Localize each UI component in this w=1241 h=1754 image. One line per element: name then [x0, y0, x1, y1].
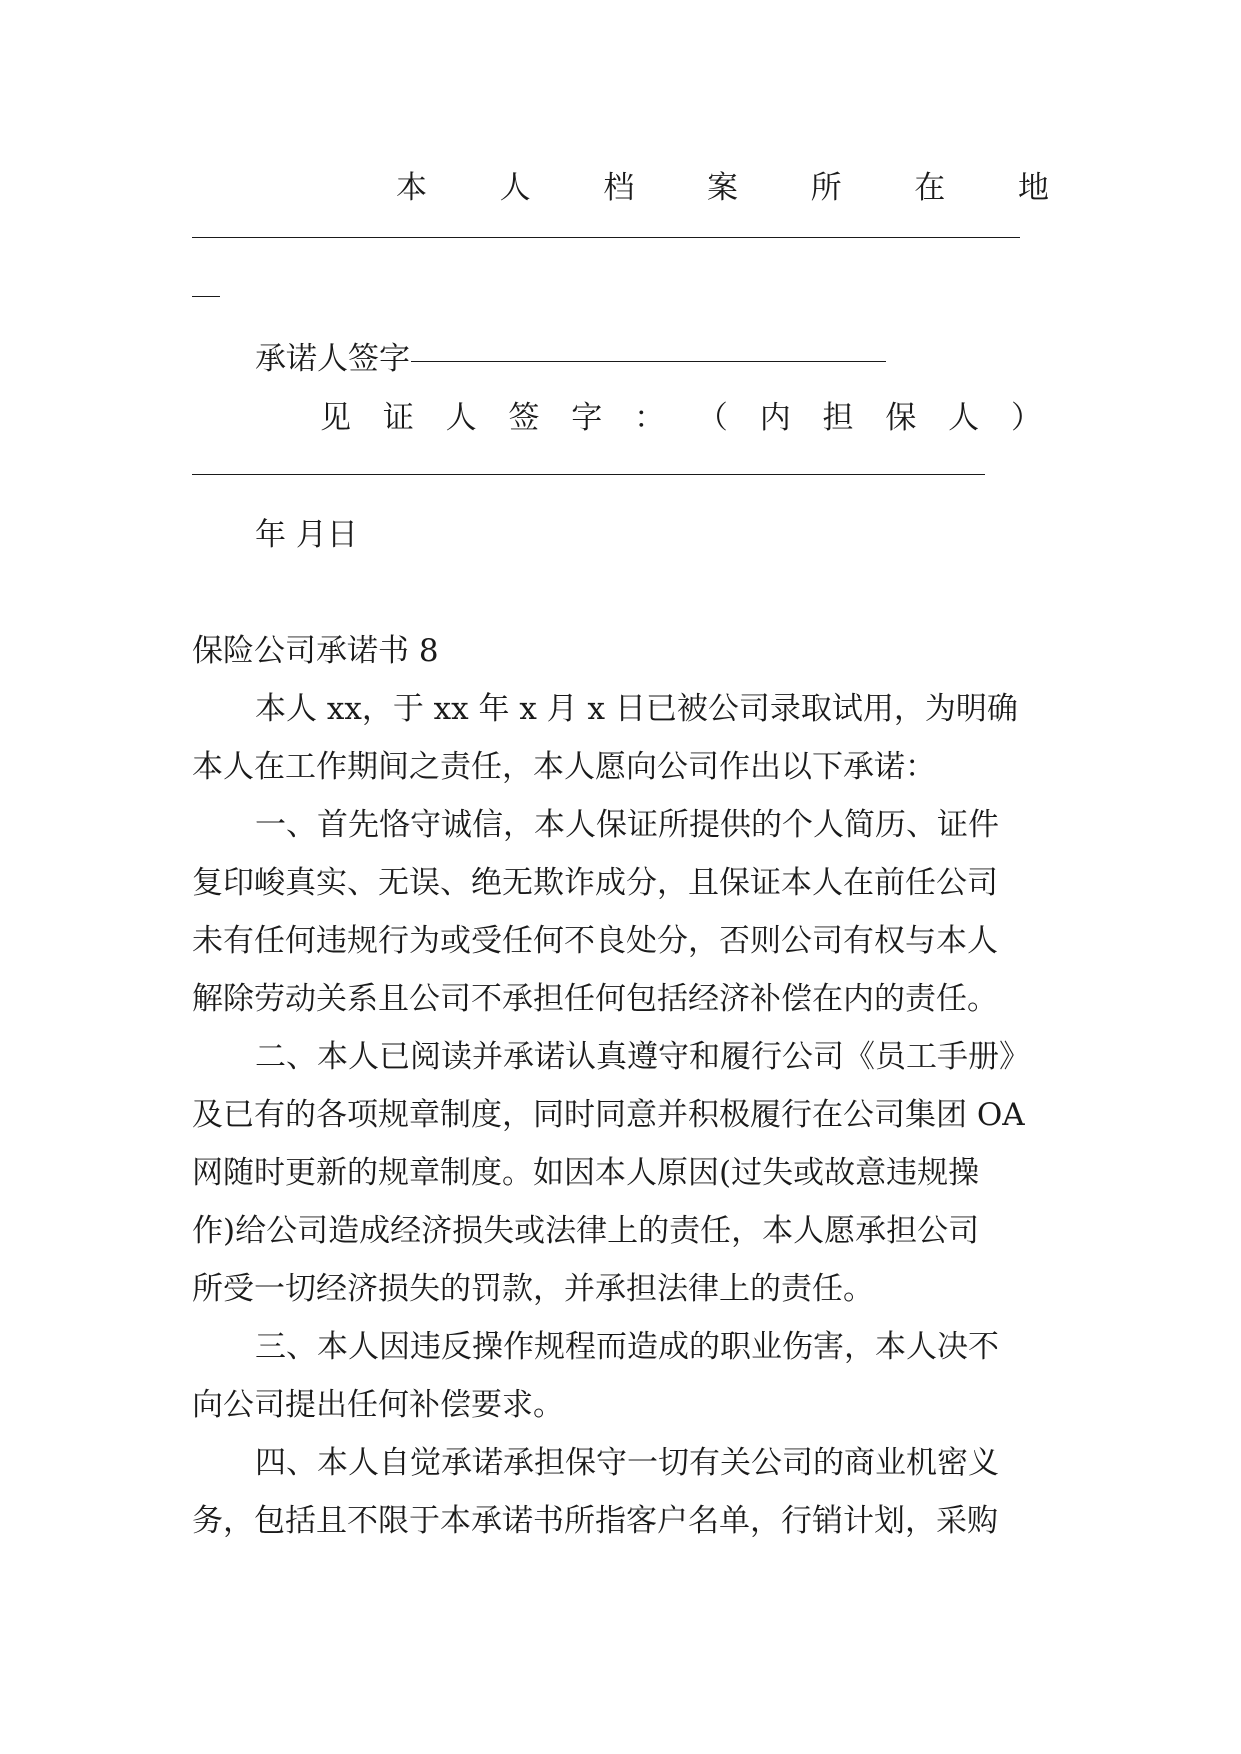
paragraph-line: 务，包括且不限于本承诺书所指客户名单，行销计划，采购 [192, 1503, 998, 1539]
paragraph-line: 解除劳动关系且公司不承担任何包括经济补偿在内的责任。 [192, 981, 998, 1017]
char: ） [1010, 400, 1042, 436]
paragraph-line: 向公司提出任何补偿要求。 [192, 1387, 564, 1423]
paragraph-line: 本人在工作期间之责任，本人愿向公司作出以下承诺： [192, 749, 936, 785]
promisor-signature-line [411, 361, 886, 362]
char: 在 [914, 170, 946, 206]
char: 档 [603, 170, 635, 206]
char: ： [634, 400, 666, 436]
document-title: 保险公司承诺书 8 [192, 633, 439, 669]
paragraph-line: 作)给公司造成经济损失或法律上的责任，本人愿承担公司 [192, 1213, 980, 1249]
paragraph-line: 二、本人已阅读并承诺认真遵守和履行公司《员工手册》 [255, 1039, 1030, 1075]
archive-location-label [396, 168, 1049, 208]
paragraph-line: 三、本人因违反操作规程而造成的职业伤害，本人决不 [255, 1329, 999, 1365]
char: 字 [571, 400, 603, 436]
witness-signature-line [192, 474, 985, 475]
char: 担 [822, 400, 854, 436]
char: 人 [445, 400, 477, 436]
char: 人 [499, 170, 531, 206]
witness-signature-label [320, 398, 1042, 438]
char: 地 [1017, 170, 1049, 206]
promisor-signature-label: 承诺人签字 [255, 341, 410, 377]
char: 见 [320, 400, 351, 436]
paragraph-line: 四、本人自觉承诺承担保守一切有关公司的商业机密义 [255, 1445, 999, 1481]
char: （ [696, 400, 728, 436]
paragraph-line: 未有任何违规行为或受任何不良处分，否则公司有权与本人 [192, 923, 998, 959]
paragraph-line: 网随时更新的规章制度。如因本人原因(过失或故意违规操 [192, 1155, 980, 1191]
paragraph-line: 本人 xx，于 xx 年 x 月 x 日已被公司录取试用，为明确 [255, 691, 1018, 727]
char: 所 [810, 170, 842, 206]
paragraph-line: 及已有的各项规章制度，同时同意并积极履行在公司集团 OA [192, 1097, 1025, 1133]
char: 保 [885, 400, 917, 436]
char: 证 [382, 400, 414, 436]
char: 内 [759, 400, 791, 436]
char: 签 [508, 400, 540, 436]
paragraph-line: 一、首先恪守诚信，本人保证所提供的个人简历、证件 [255, 807, 999, 843]
paragraph-line: 所受一切经济损失的罚款，并承担法律上的责任。 [192, 1271, 874, 1307]
archive-location-blank-line [192, 237, 1020, 238]
char: 人 [948, 400, 980, 436]
date-line: 年 月日 [255, 517, 358, 553]
paragraph-line: 复印峻真实、无误、绝无欺诈成分，且保证本人在前任公司 [192, 865, 998, 901]
archive-location-blank-line-wrap [192, 296, 220, 297]
char: 案 [706, 170, 738, 206]
char: 本 [396, 170, 427, 206]
